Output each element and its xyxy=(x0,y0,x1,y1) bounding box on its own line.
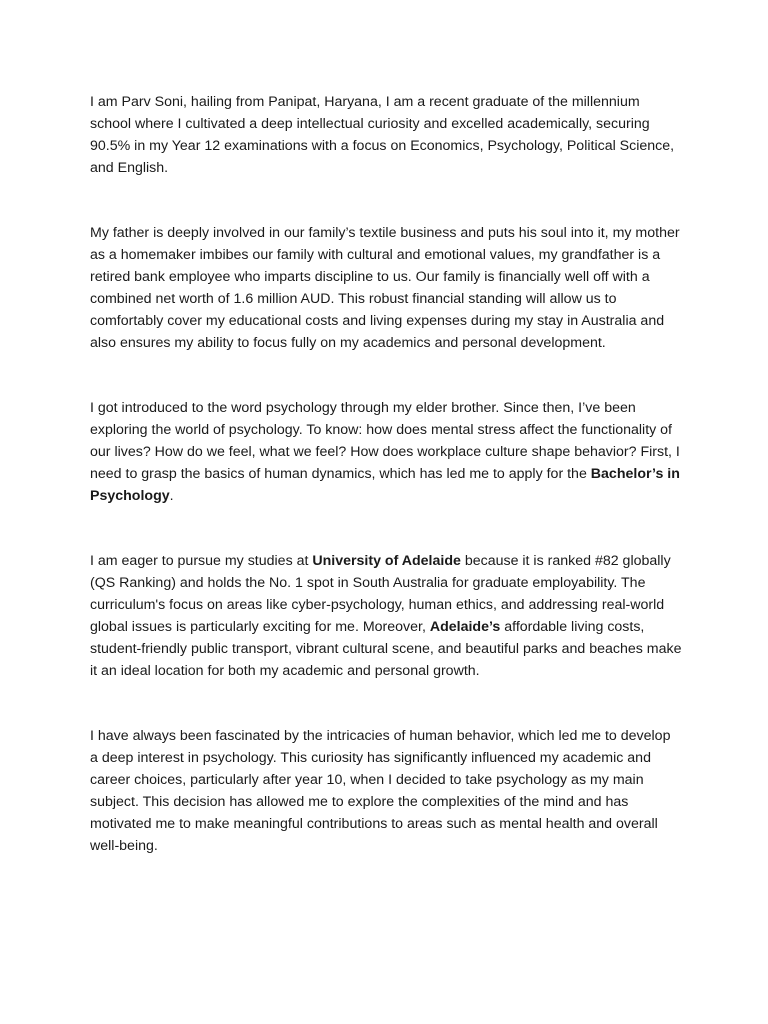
paragraph-introduction xyxy=(90,92,682,180)
document-body xyxy=(90,92,682,901)
paragraph-text: I am Parv Soni, hailing from Panipat, Haryana, I am a recent graduate of the millennium school where I cultivated a deep intellectual curiosity and excelled academically, securing 90.5% in my Year 12 examinations with a focus on Economics, Psychology, Political Science, and English. xyxy=(90,94,675,176)
paragraph-text: I am eager to pursue my studies at xyxy=(90,553,313,570)
university-name: University of Adelaide xyxy=(312,553,461,570)
paragraph-text: I got introduced to the word psychology through my elder brother. Since then, I’ve been exploring the world of psychology. To know: how does mental stress affect the functionality of our lives? How do we feel, what we feel? How does workplace culture shape behavior? First, I need to grasp the basics of human dynamics, which has led me to apply for the xyxy=(90,400,680,482)
paragraph-text: because it is ranked #82 globally (QS Ranking) and holds the No. 1 spot in South Australia for graduate employability. The curriculum's focus on areas like cyber-psychology, human ethics, and addressing real-world global issues is particularly exciting for me. Moreover, xyxy=(90,553,671,635)
paragraph-text: My father is deeply involved in our family’s textile business and puts his soul into it, my mother as a homemaker imbibes our family with cultural and emotional values, my grandfather is a retired bank employee who imparts discipline to us. Our family is financially well off with a combined net worth of 1.6 million AUD. This robust financial standing will allow us to comfortably cover my educational costs and living expenses during my stay in Australia and also ensures my ability to focus fully on my academics and personal development. xyxy=(90,225,680,351)
paragraph-text: I have always been fascinated by the intricacies of human behavior, which led me to develop a deep interest in psychology. This curiosity has significantly influenced my academic and career choices, particularly after year 10, when I decided to take psychology as my main subject. This decision has allowed me to explore the complexities of the mind and has motivated me to make meaningful contributions to areas such as mental health and overall well-being. xyxy=(90,728,671,854)
degree-name: Bachelor’s in Psychology xyxy=(90,465,680,504)
paragraph-family-background xyxy=(90,223,682,354)
paragraph-interest-in-psychology xyxy=(90,398,682,508)
paragraph-university-choice xyxy=(90,551,682,682)
city-name: Adelaide’s xyxy=(429,618,501,635)
paragraph-text: . xyxy=(169,487,174,504)
paragraph-text: affordable living costs, student-friendly public transport, vibrant cultural scene, and beautiful parks and beaches make it an ideal location for both my academic and personal growth. xyxy=(90,618,682,679)
paragraph-motivation xyxy=(90,726,682,857)
